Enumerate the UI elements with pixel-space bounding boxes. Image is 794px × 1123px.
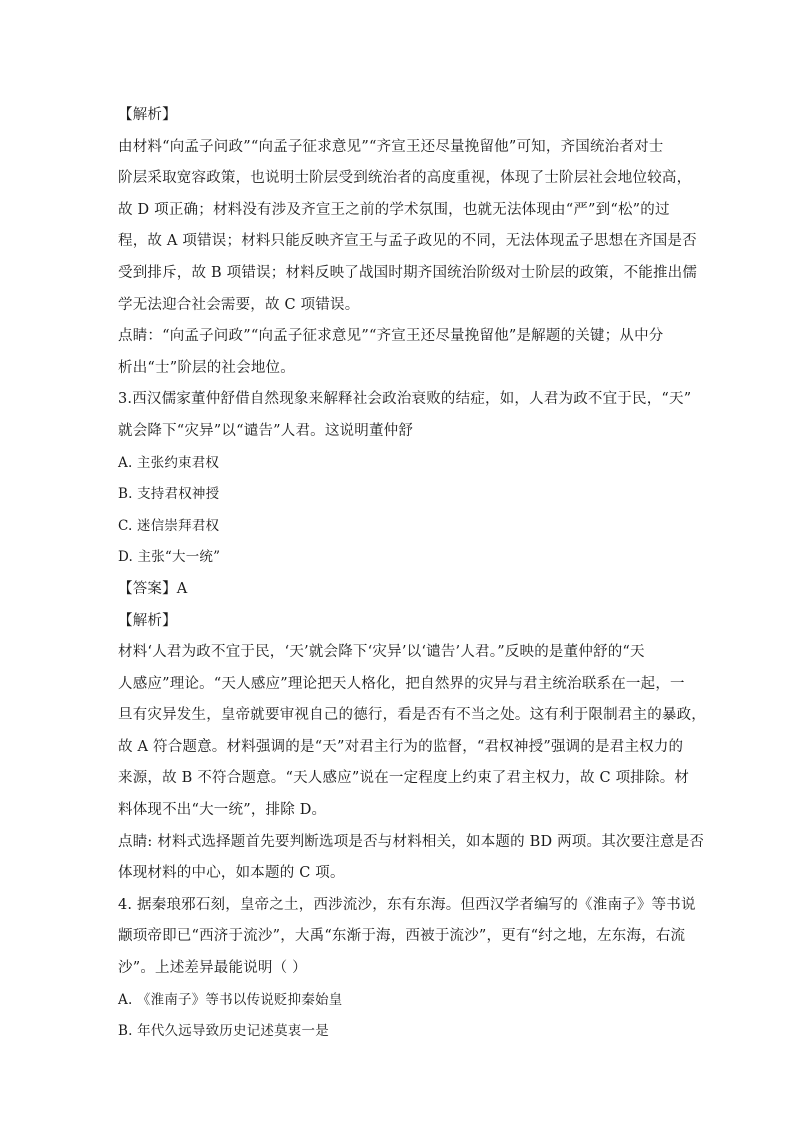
q2-tip-line: 析出“士”阶层的社会地位。 bbox=[118, 359, 295, 376]
q3-option-c: C. 迷信崇拜君权 bbox=[118, 517, 220, 534]
q2-analysis-line: 学无法迎合社会需要，故 C 项错误。 bbox=[118, 296, 360, 313]
q3-option-a: A. 主张约束君权 bbox=[118, 454, 220, 471]
document-content bbox=[118, 100, 706, 1048]
q3-tip-line: 点睛: 材料式选择题首先要判断选项是否与材料相关，如本题的 BD 两项。其次要注意是否 bbox=[118, 833, 705, 850]
q3-analysis-heading: 【解析】 bbox=[118, 612, 177, 629]
q3-analysis-line: 来源，故 B 不符合题意。“天人感应”说在一定程度上约束了君主权力，故 C 项排除。材 bbox=[118, 770, 690, 787]
q2-analysis-heading: 【解析】 bbox=[118, 107, 177, 123]
q3-analysis-line: 故 A 符合题意。材料强调的是“天”对君主行为的监督，“君权神授”强调的是君主权力的 bbox=[118, 738, 684, 755]
q2-analysis-line: 程，故 A 项错误；材料只能反映齐宣王与孟子政见的不同，无法体现孟子思想在齐国是否 bbox=[118, 233, 697, 250]
q3-analysis-line: 人感应”理论。“天人感应”理论把天人格化，把自然界的灾异与君主统治联系在一起，一 bbox=[118, 675, 685, 692]
q2-analysis-line: 受到排斥，故 B 项错误；材料反映了战国时期齐国统治阶级对士阶层的政策，不能推出儒 bbox=[118, 264, 698, 281]
q3-tip-line: 体现材料的中心，如本题的 C 项。 bbox=[118, 865, 345, 882]
q2-analysis-line: 由材料“向孟子问政”“向孟子征求意见”“齐宣王还尽量挽留他”可知，齐国统治者对士 bbox=[118, 138, 664, 155]
q2-tip-line: 点睛：“向孟子问政”“向孟子征求意见”“齐宣王还尽量挽留他”是解题的关键；从中分 bbox=[118, 328, 664, 345]
q4-stem-line: 沙”。上述差异最能说明（ ） bbox=[118, 960, 307, 977]
q3-option-b: B. 支持君权神授 bbox=[118, 486, 220, 503]
q3-answer: 【答案】A bbox=[118, 580, 188, 597]
q4-option-b: B. 年代久远导致历史记述莫衷一是 bbox=[118, 1023, 329, 1040]
q3-analysis-line: 旦有灾异发生，皇帝就要审视自己的德行，看是否有不当之处。这有利于限制君主的暴政， bbox=[118, 707, 706, 724]
q2-analysis-line: 故 D 项正确；材料没有涉及齐宣王之前的学术氛围，也就无法体现由“严”到“松”的过 bbox=[118, 201, 670, 218]
q3-analysis-line: 料体现不出“大一统”，排除 D。 bbox=[118, 802, 327, 819]
q3-option-d: D. 主张“大一统” bbox=[118, 549, 221, 566]
q4-option-a: A. 《淮南子》等书以传说贬抑秦始皇 bbox=[118, 991, 343, 1008]
q3-analysis-line: 材料‘人君为政不宜于民，‘天’就会降下‘灾异’以‘谴告’人君。”反映的是董仲舒的“天 bbox=[118, 644, 645, 661]
q3-stem-line: 3.西汉儒家董仲舒借自然现象来解释社会政治衰败的结症，如，人君为政不宜于民，“天” bbox=[118, 391, 692, 408]
q4-stem-line: 颛顼帝即已“西济于流沙”，大禹“东渐于海，西被于流沙”，更有“纣之地，左东海，右流 bbox=[118, 928, 686, 945]
q3-stem-line: 就会降下“灾异”以“谴告”人君。这说明董仲舒 bbox=[118, 422, 414, 439]
q4-stem-line: 4. 据秦琅邪石刻，皇帝之土，西涉流沙，东有东海。但西汉学者编写的《淮南子》等书说 bbox=[118, 896, 696, 913]
q2-analysis-line: 阶层采取宽容政策，也说明士阶层受到统治者的高度重视，体现了士阶层社会地位较高， bbox=[118, 170, 692, 187]
